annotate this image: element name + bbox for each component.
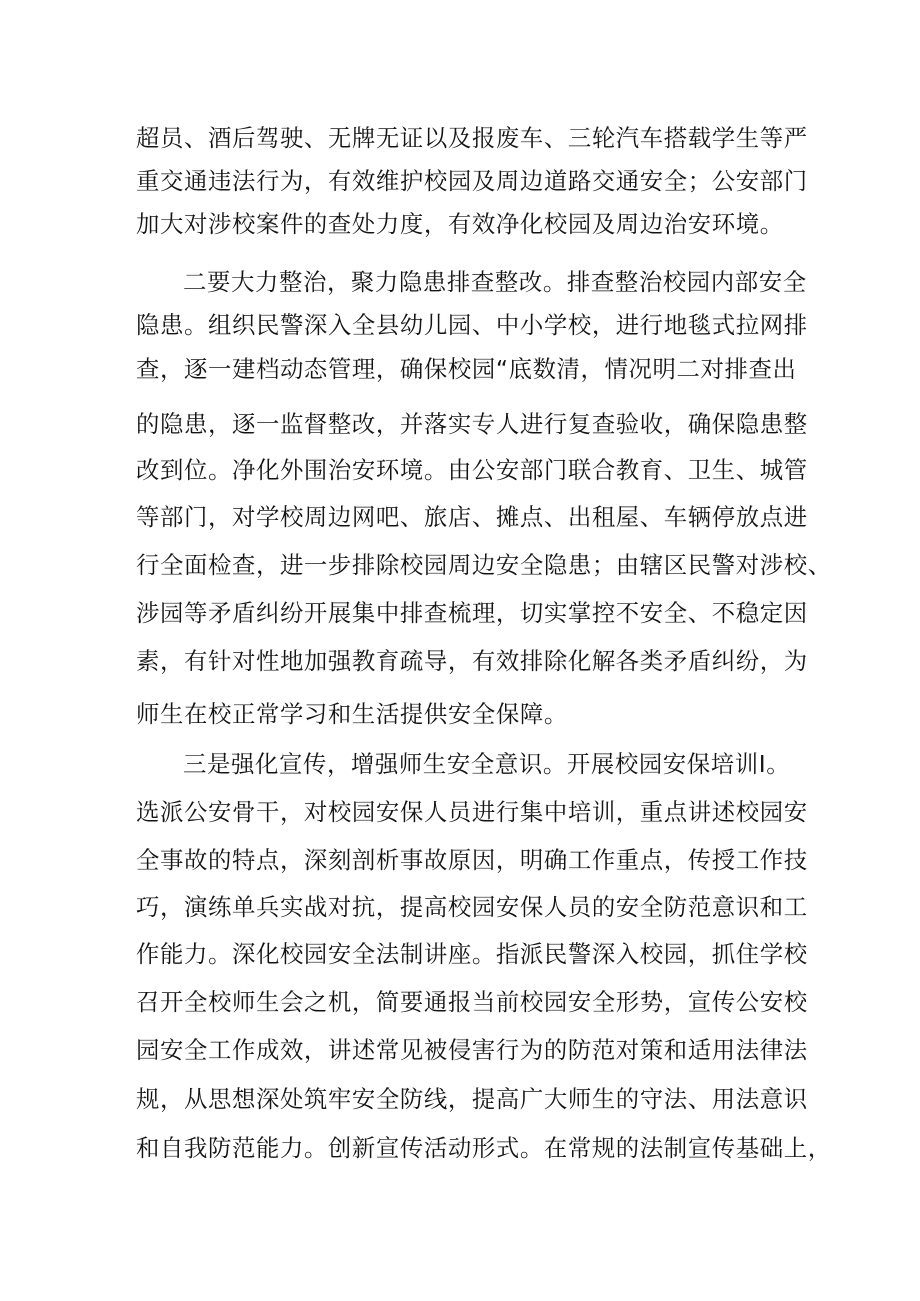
text-line: 改到位。净化外围治安环境。由公安部门联合教育、卫生、城管 [136,456,808,484]
text-line: 全事故的特点，深刻剖析事故原因，明确工作重点，传授工作技 [136,846,808,874]
text-line: 涉园等矛盾纠纷开展集中排查梳理，切实掌控不安全、不稳定因 [136,599,808,627]
text-line: 园安全工作成效，讲述常见被侵害行为的防范对策和适用法律法 [136,1036,808,1064]
text-line: 的隐患，逐一监督整改，并落实专人进行复查验收，确保隐患整 [136,410,808,438]
paragraph-start-line: 三是强化宣传，增强师生安全意识。开展校园安保培训Ⅰ。 [183,750,791,778]
paragraph-start-line: 二要大力整治，聚力隐患排查整改。排查整治校园内部安全 [183,268,807,296]
text-line: 重交通违法行为，有效维护校园及周边道路交通安全；公安部门 [136,167,808,195]
text-line: 加大对涉校案件的查处力度，有效净化校园及周边治安环境。 [136,210,784,238]
text-line: 等部门，对学校周边网吧、旅店、摊点、出租屋、车辆停放点进 [136,503,808,531]
text-line: 召开全校师生会之机，简要通报当前校园安全形势，宣传公安校 [136,988,808,1016]
text-line: 师生在校正常学习和生活提供安全保障。 [136,700,568,728]
text-line: 超员、酒后驾驶、无牌无证以及报废车、三轮汽车搭载学生等严 [136,124,808,152]
text-line: 隐患。组织民警深入全县幼儿园、中小学校，进行地毯式拉网排 [136,311,808,339]
text-line: 和自我防范能力。创新宣传活动形式。在常规的法制宣传基础上， [136,1134,832,1162]
text-line: 作能力。深化校园安全法制讲座。指派民警深入校园，抓住学校 [136,940,808,968]
text-line: 选派公安骨干，对校园安保人员进行集中培训，重点讲述校园安 [136,798,808,826]
text-line: 行全面检查，进一步排除校园周边安全隐患；由辖区民警对涉校、 [136,551,832,579]
text-line: 巧，演练单兵实战对抗，提高校园安保人员的安全防范意识和工 [136,893,808,921]
text-line: 查，逐一建档动态管理，确保校园“底数清，情况明二对排查出 [136,355,797,383]
text-line: 素，有针对性地加强教育疏导，有效排除化解各类矛盾纠纷，为 [136,647,808,675]
text-line: 规，从思想深处筑牢安全防线，提高广大师生的守法、用法意识 [136,1085,808,1113]
